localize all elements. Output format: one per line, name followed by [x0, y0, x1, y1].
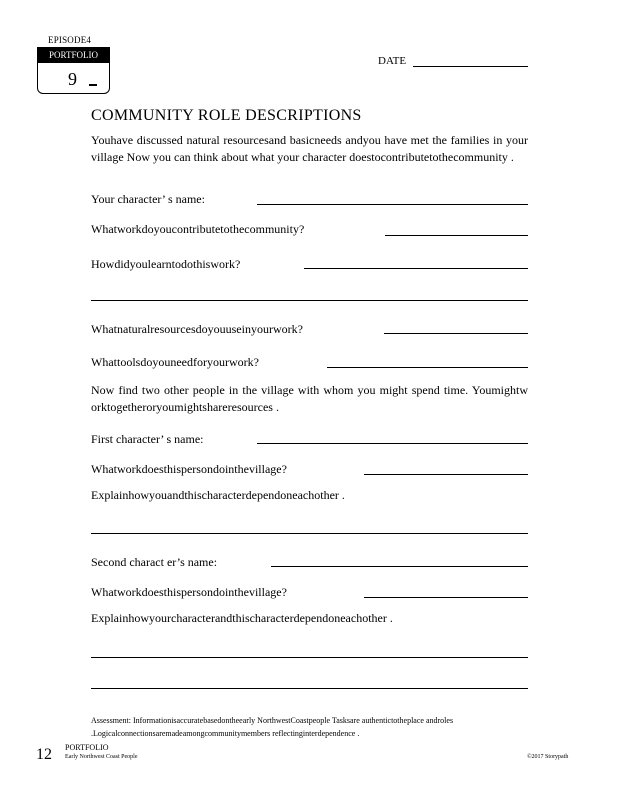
learn-answer-line[interactable]: [304, 268, 528, 269]
assessment-note: Assessment: Informationisaccuratebasedontheearly NorthwestCoastpeople Tasksare authentictotheplace androles .Logicalconnectionsaremadeamongcommunitymembers reflectinginterdependence .: [91, 716, 454, 738]
intro-paragraph: Youhave discussed natural resourcesand basicneeds andyou have met the families in your village Now you can think about what your character doestocontributetothecommunity .: [91, 133, 528, 164]
second-character-name-label: Second charact er’s name:: [91, 555, 218, 569]
second-intro-paragraph: Now find two other people in the village with whom you might spend time. Youmightw orktogetheroryoumightshareresources .: [91, 383, 528, 414]
portfolio-number: 9: [68, 69, 77, 89]
character-name-field[interactable]: [257, 204, 528, 205]
work-answer-line[interactable]: [385, 235, 528, 236]
second-character-explain-question: Explainhowyourcharacterandthischaracterdependoneachother .: [91, 611, 393, 625]
footer-portfolio-label: PORTFOLIO: [65, 743, 109, 752]
tools-question: Whattoolsdoyouneedforyourwork?: [91, 355, 259, 369]
second-character-work-question: Whatworkdoesthispersondointhevillage?: [91, 585, 287, 599]
first-character-explain-question: Explainhowyouandthischaracterdependoneachother .: [91, 488, 345, 502]
second-character-explain-line-2[interactable]: [91, 688, 528, 689]
first-character-work-line[interactable]: [364, 474, 528, 475]
tools-answer-line[interactable]: [327, 367, 528, 368]
portfolio-box: [37, 47, 110, 94]
first-character-name-label: First character’ s name:: [91, 432, 204, 446]
footer-subtitle: Early Northwest Coast People: [65, 754, 138, 760]
resources-answer-line[interactable]: [384, 333, 528, 334]
portfolio-number-underline: [89, 84, 97, 86]
second-character-work-line[interactable]: [364, 597, 528, 598]
second-character-explain-line[interactable]: [91, 657, 528, 658]
first-character-name-field[interactable]: [257, 443, 528, 444]
first-character-explain-line[interactable]: [91, 533, 528, 534]
date-label: DATE: [378, 55, 407, 67]
first-character-work-question: Whatworkdoesthispersondointhevillage?: [91, 462, 287, 476]
resources-question: Whatnaturalresourcesdoyouuseinyourwork?: [91, 322, 303, 336]
date-field[interactable]: [413, 66, 528, 67]
portfolio-box-label: PORTFOLIO: [37, 47, 110, 63]
character-name-label: Your character’ s name:: [91, 192, 205, 206]
second-character-name-field[interactable]: [271, 566, 528, 567]
learn-answer-line-2[interactable]: [91, 300, 528, 301]
episode-label: EPISODE4: [48, 35, 92, 45]
learn-question: Howdidyoulearntodothiswork?: [91, 257, 241, 271]
page-title: COMMUNITY ROLE DESCRIPTIONS: [91, 107, 362, 124]
work-question: Whatworkdoyoucontributetothecommunity?: [91, 222, 305, 236]
page-number: 12: [36, 746, 52, 763]
copyright: ©2017 Storypath: [527, 754, 569, 760]
